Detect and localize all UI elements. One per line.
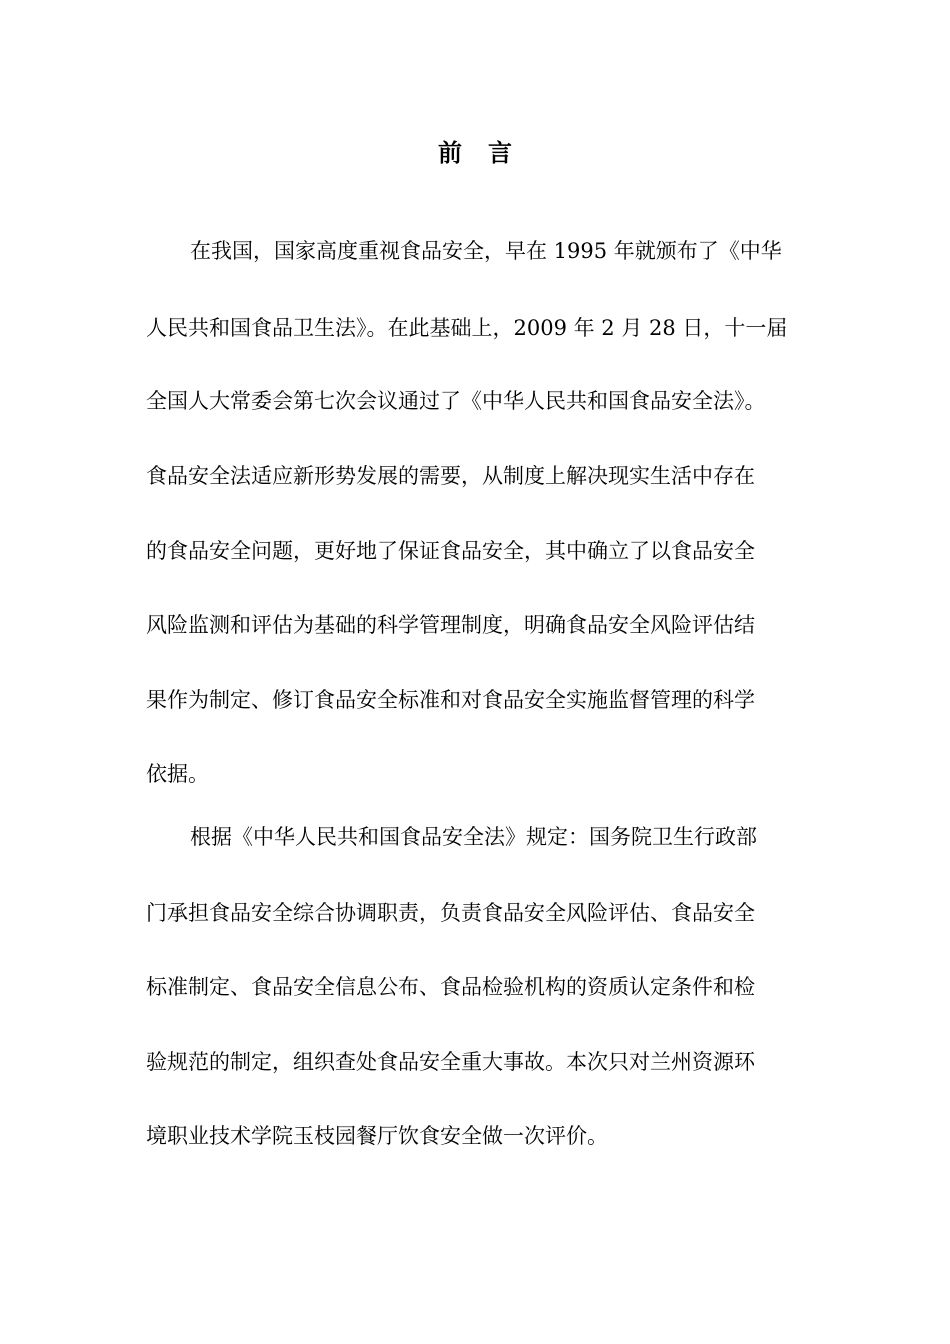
paragraph-line: 根据《中华人民共和国食品安全法》规定：国务院卫生行政部 bbox=[190, 825, 757, 849]
paragraph-line: 的食品安全问题，更好地了保证食品安全，其中确立了以食品安全 bbox=[146, 539, 755, 563]
paragraph-line: 全国人大常委会第七次会议通过了《中华人民共和国食品安全法》。 bbox=[146, 389, 766, 413]
paragraph-line: 果作为制定、修订食品安全标准和对食品安全实施监督管理的科学 bbox=[146, 688, 755, 712]
paragraph-line: 门承担食品安全综合协调职责，负责食品安全风险评估、食品安全 bbox=[146, 901, 755, 925]
paragraph-line: 验规范的制定，组织查处食品安全重大事故。本次只对兰州资源环 bbox=[146, 1050, 755, 1074]
paragraph-line: 人民共和国食品卫生法》。在此基础上，2009 年 2 月 28 日，十一届 bbox=[146, 316, 788, 340]
paragraph-line: 依据。 bbox=[146, 762, 209, 786]
page-title: 前言 bbox=[438, 138, 538, 167]
paragraph-line: 标准制定、食品安全信息公布、食品检验机构的资质认定条件和检 bbox=[146, 975, 755, 999]
paragraph-line: 食品安全法适应新形势发展的需要，从制度上解决现实生活中存在 bbox=[146, 464, 755, 488]
paragraph-line: 在我国，国家高度重视食品安全，早在 1995 年就颁布了《中华 bbox=[190, 239, 782, 263]
paragraph-line: 境职业技术学院玉枝园餐厅饮食安全做一次评价。 bbox=[146, 1124, 608, 1148]
paragraph-line: 风险监测和评估为基础的科学管理制度，明确食品安全风险评估结 bbox=[146, 613, 755, 637]
